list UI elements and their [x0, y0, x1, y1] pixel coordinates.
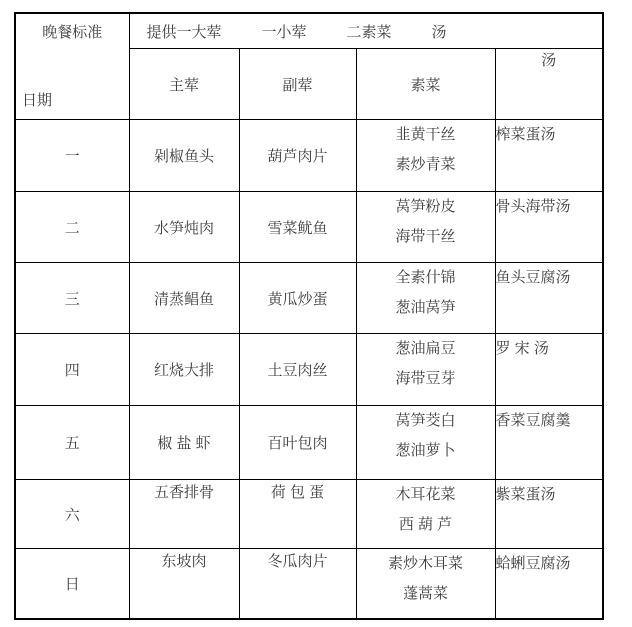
provided-item-soup: 汤: [431, 23, 447, 41]
veg-dish-2: 素炒青菜: [395, 156, 456, 173]
provided-header-cell: [129, 13, 603, 49]
veg-dish-1: 莴笋粉皮: [395, 198, 456, 215]
day-label: 四: [15, 334, 129, 406]
soup-dish: 鱼头豆腐汤: [495, 263, 603, 334]
soup-dish: 紫菜蛋汤: [495, 480, 603, 549]
provided-item-small-meat: 一小荤: [261, 23, 307, 41]
main-dish: 东坡肉: [129, 549, 239, 619]
veg-dish-2: 海带干丝: [395, 228, 456, 245]
main-dish: 清蒸鲳鱼: [129, 263, 239, 334]
date-label: 日期: [22, 92, 53, 109]
sub-dish: 雪菜鱿鱼: [239, 192, 356, 263]
provided-item-big-meat: 提供一大荤: [146, 23, 222, 41]
dinner-menu-table: [14, 12, 604, 620]
column-header-sub: 副荤: [239, 49, 356, 120]
veg-dish-2: 葱油莴笋: [395, 299, 456, 316]
menu-row-monday: [15, 120, 603, 192]
veg-dish-2: 西 葫 芦: [398, 516, 453, 533]
veg-dish-1: 全素什锦: [395, 269, 456, 286]
veg-dishes: [356, 549, 495, 619]
soup-dish: 骨头海带汤: [495, 192, 603, 263]
menu-row-sunday: [15, 549, 603, 619]
day-label: 五: [15, 406, 129, 480]
provided-item-veg: 二素菜: [346, 23, 392, 41]
menu-row-thursday: [15, 334, 603, 406]
veg-dishes: [356, 120, 495, 192]
menu-row-saturday: [15, 480, 603, 549]
veg-dishes: [356, 480, 495, 549]
day-label: 一: [15, 120, 129, 192]
veg-dishes: [356, 192, 495, 263]
provided-items: [130, 21, 603, 42]
menu-row-friday: [15, 406, 603, 480]
day-label: 三: [15, 263, 129, 334]
sub-dish: 百叶包肉: [239, 406, 356, 480]
dinner-standard-label: 晚餐标准: [42, 24, 103, 41]
soup-dish: 榨菜蛋汤: [495, 120, 603, 192]
veg-dish-2: 葱油萝卜: [395, 442, 456, 459]
day-label: 日: [15, 549, 129, 619]
veg-dish-1: 葱油扁豆: [395, 340, 456, 357]
menu-row-tuesday: [15, 192, 603, 263]
corner-header-cell: [15, 13, 129, 120]
sub-dish: 荷 包 蛋: [239, 480, 356, 549]
column-header-veg: 素菜: [356, 49, 495, 120]
sub-dish: 土豆肉丝: [239, 334, 356, 406]
veg-dish-1: 木耳花菜: [395, 486, 456, 503]
soup-dish: 罗 宋 汤: [495, 334, 603, 406]
main-dish: 剁椒鱼头: [129, 120, 239, 192]
sub-dish: 冬瓜肉片: [239, 549, 356, 619]
menu-row-wednesday: [15, 263, 603, 334]
veg-dish-2: 海带豆芽: [395, 370, 456, 387]
veg-dishes: [356, 334, 495, 406]
veg-dish-1: 莴笋茭白: [395, 412, 456, 429]
veg-dishes: [356, 263, 495, 334]
veg-dishes: [356, 406, 495, 480]
main-dish: 水笋炖肉: [129, 192, 239, 263]
column-header-main: 主荤: [129, 49, 239, 120]
column-header-soup: 汤: [495, 49, 603, 120]
main-dish: 五香排骨: [129, 480, 239, 549]
veg-dish-2: 蓬蒿菜: [402, 585, 448, 602]
soup-dish: 蛤蜊豆腐汤: [495, 549, 603, 619]
soup-dish: 香菜豆腐羹: [495, 406, 603, 480]
day-label: 六: [15, 480, 129, 549]
veg-dish-1: 素炒木耳菜: [387, 555, 463, 572]
main-dish: 红烧大排: [129, 334, 239, 406]
day-label: 二: [15, 192, 129, 263]
main-dish: 椒 盐 虾: [129, 406, 239, 480]
sub-dish: 葫芦肉片: [239, 120, 356, 192]
sub-dish: 黄瓜炒蛋: [239, 263, 356, 334]
veg-dish-1: 韭黄干丝: [395, 126, 456, 143]
